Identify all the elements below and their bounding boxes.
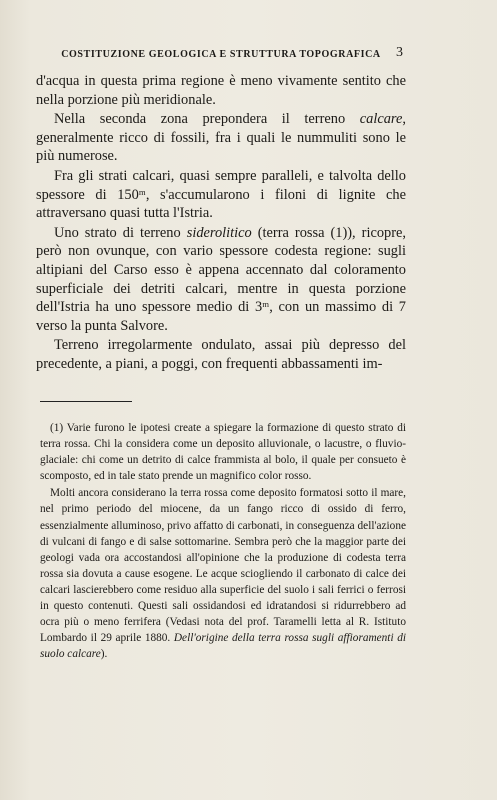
main-text bbox=[36, 72, 406, 374]
page-number: 3 bbox=[396, 45, 403, 60]
paragraph: Uno strato di terreno siderolitico (terra rossa (1)), ricopre, però non ovunque, con vario spessore codesta regione: sugli altipiani del Carso esso è appena accennato dal coloramento superficiale dei detriti calcari, mentre in questa porzione dell'Istria ha uno spessore medio di 3ᵐ, con un massimo di 7 verso la punta Salvore. bbox=[36, 224, 406, 334]
paragraph: Nella seconda zona prepondera il terreno calcare, generalmente ricco di fossili, fra i quali le nummuliti sono le più numerose. bbox=[36, 111, 406, 165]
paragraph: Terreno irregolarmente ondulato, assai più depresso del precedente, a piani, a poggi, con frequenti abbassamenti im- bbox=[36, 337, 406, 372]
footnotes bbox=[40, 420, 406, 662]
footnote-rule bbox=[40, 401, 132, 402]
running-header: COSTITUZIONE GEOLOGICA E STRUTTURA TOPOGRAFICA bbox=[61, 49, 381, 60]
footnote-paragraph: (1) Varie furono le ipotesi create a spiegare la formazione di questo strato di terra rossa. Chi la considera come un deposito alluvionale, o lacustre, o fluvio-glaciale: chi come un detrito di calce frammista al bolo, il quale per consueto è scomposto, ed in tale stato prende un magnifico color rosso. bbox=[40, 422, 406, 483]
paragraph: Fra gli strati calcari, quasi sempre paralleli, e talvolta dello spessore di 150ᵐ, s'accumularono i filoni di lignite che attraversano quasi tutta l'Istria. bbox=[36, 167, 406, 222]
paragraph: d'acqua in questa prima regione è meno vivamente sentito che nella porzione più meridionale. bbox=[36, 73, 406, 108]
footnote-paragraph: Molti ancora considerano la terra rossa come deposito formatosi sotto il mare, nel primo periodo del miocene, da un fango ricco di ossido di ferro, essenzialmente alluminoso, privo affatto di carbonati, in conseguenza dell'azione di vulcani di fango e di salse sottomarine. Sembra però che la maggior parte dei geologi vada ora accostandosi all'opinione che la produzione di codesta terra rossa sia dovuta a cause esogene. Le acque sciogliendo il carbonato di calce dei calcari lascierebbero come residuo alla superficie del suolo i sali ferrici o ferrosi in questo contenuti. Questi sali ossidandosi ed idratandosi si ridurrebbero ad ocra più o meno ferrifera (Vedasi nota del prof. Taramelli letta al R. Istituto Lombardo il 29 aprile 1880. Dell'origine della terra rossa sugli affioramenti di suolo calcare). bbox=[40, 487, 406, 661]
